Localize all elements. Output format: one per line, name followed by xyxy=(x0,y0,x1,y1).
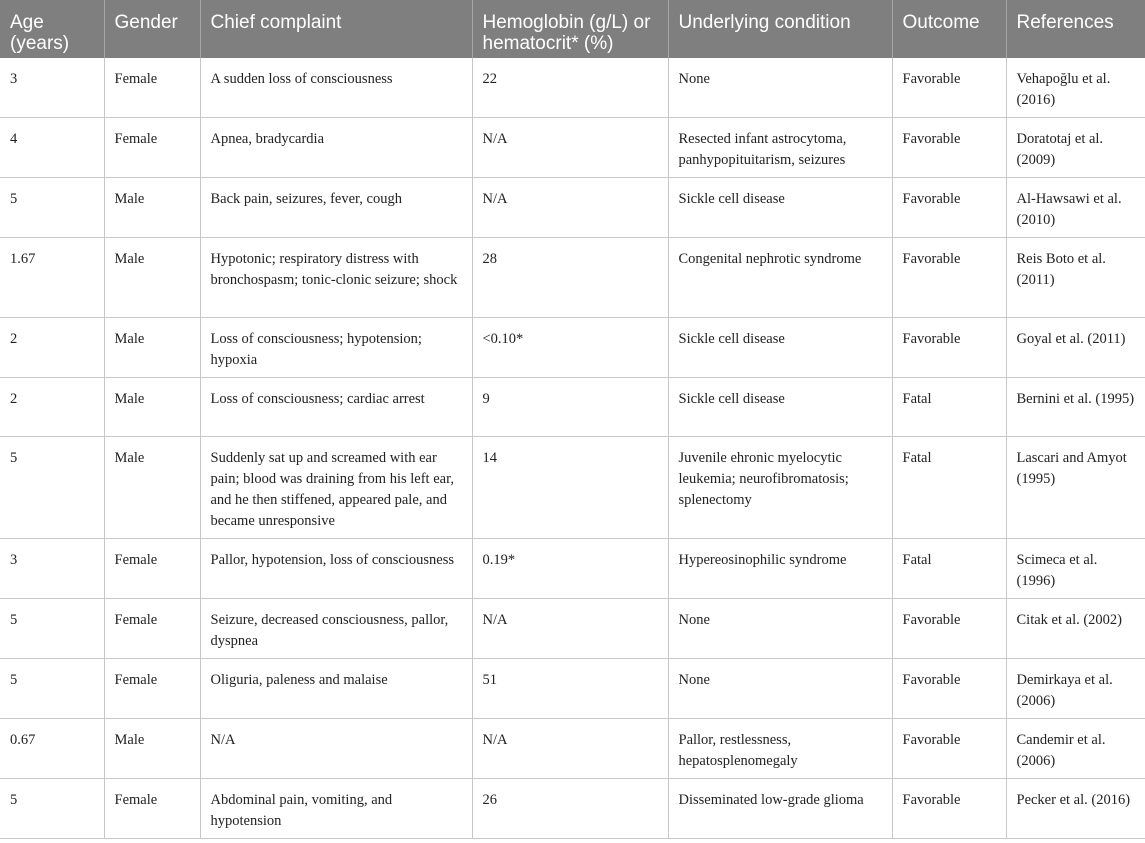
cell-hemoglobin: N/A xyxy=(472,719,668,779)
table-row xyxy=(0,437,1145,539)
cell-outcome: Favorable xyxy=(892,599,1006,659)
cell-age: 5 xyxy=(0,178,104,238)
cell-chief-complaint: Loss of consciousness; cardiac arrest xyxy=(200,378,472,437)
cell-hemoglobin: 9 xyxy=(472,378,668,437)
cell-gender: Male xyxy=(104,719,200,779)
cell-hemoglobin: N/A xyxy=(472,178,668,238)
cell-underlying-condition: Sickle cell disease xyxy=(668,378,892,437)
cell-chief-complaint: Abdominal pain, vomiting, and hypotension xyxy=(200,779,472,839)
table-row xyxy=(0,719,1145,779)
cell-underlying-condition: Sickle cell disease xyxy=(668,318,892,378)
cell-outcome: Favorable xyxy=(892,178,1006,238)
cell-age: 1.67 xyxy=(0,238,104,318)
cell-chief-complaint: Apnea, bradycardia xyxy=(200,118,472,178)
cell-gender: Male xyxy=(104,318,200,378)
cell-chief-complaint: N/A xyxy=(200,719,472,779)
table-row xyxy=(0,178,1145,238)
cell-chief-complaint: Oliguria, paleness and malaise xyxy=(200,659,472,719)
cell-outcome: Favorable xyxy=(892,58,1006,118)
cell-hemoglobin: 22 xyxy=(472,58,668,118)
cell-chief-complaint: Suddenly sat up and screamed with ear pain; blood was draining from his left ear, and he then stiffened, appeared pale, and became unresponsive xyxy=(200,437,472,539)
cell-age: 5 xyxy=(0,599,104,659)
cell-gender: Female xyxy=(104,779,200,839)
cell-gender: Male xyxy=(104,178,200,238)
header-outcome: Outcome xyxy=(892,0,1006,58)
table-row xyxy=(0,378,1145,437)
cell-reference: Vehapoğlu et al. (2016) xyxy=(1006,58,1145,118)
cell-hemoglobin: N/A xyxy=(472,599,668,659)
cell-chief-complaint: Seizure, decreased consciousness, pallor, dyspnea xyxy=(200,599,472,659)
table-row xyxy=(0,238,1145,318)
cell-age: 4 xyxy=(0,118,104,178)
header-gender: Gender xyxy=(104,0,200,58)
header-hemoglobin: Hemoglobin (g/L) or hematocrit* (%) xyxy=(472,0,668,58)
cell-age: 0.67 xyxy=(0,719,104,779)
table-row xyxy=(0,318,1145,378)
cell-reference: Doratotaj et al. (2009) xyxy=(1006,118,1145,178)
cell-underlying-condition: None xyxy=(668,58,892,118)
cell-reference: Citak et al. (2002) xyxy=(1006,599,1145,659)
cell-outcome: Fatal xyxy=(892,378,1006,437)
cell-hemoglobin: <0.10* xyxy=(472,318,668,378)
table-row xyxy=(0,539,1145,599)
cell-reference: Scimeca et al. (1996) xyxy=(1006,539,1145,599)
cell-hemoglobin: 26 xyxy=(472,779,668,839)
cell-outcome: Favorable xyxy=(892,779,1006,839)
cell-reference: Al-Hawsawi et al. (2010) xyxy=(1006,178,1145,238)
header-underlying-condition: Underlying condition xyxy=(668,0,892,58)
cell-gender: Male xyxy=(104,378,200,437)
cell-hemoglobin: 14 xyxy=(472,437,668,539)
cell-outcome: Favorable xyxy=(892,318,1006,378)
cell-age: 2 xyxy=(0,318,104,378)
cell-age: 5 xyxy=(0,779,104,839)
cell-chief-complaint: Pallor, hypotension, loss of consciousness xyxy=(200,539,472,599)
cell-reference: Demirkaya et al. (2006) xyxy=(1006,659,1145,719)
cell-reference: Bernini et al. (1995) xyxy=(1006,378,1145,437)
cell-hemoglobin: N/A xyxy=(472,118,668,178)
cell-underlying-condition: Disseminated low-grade glioma xyxy=(668,779,892,839)
cell-hemoglobin: 28 xyxy=(472,238,668,318)
cell-reference: Candemir et al. (2006) xyxy=(1006,719,1145,779)
cell-hemoglobin: 0.19* xyxy=(472,539,668,599)
cell-gender: Male xyxy=(104,238,200,318)
cell-underlying-condition: Sickle cell disease xyxy=(668,178,892,238)
table-row xyxy=(0,659,1145,719)
cell-chief-complaint: Hypotonic; respiratory distress with bronchospasm; tonic-clonic seizure; shock xyxy=(200,238,472,318)
cell-reference: Lascari and Amyot (1995) xyxy=(1006,437,1145,539)
header-row xyxy=(0,0,1145,58)
cell-chief-complaint: Loss of consciousness; hypotension; hypoxia xyxy=(200,318,472,378)
cell-hemoglobin: 51 xyxy=(472,659,668,719)
cell-gender: Female xyxy=(104,118,200,178)
cell-gender: Female xyxy=(104,659,200,719)
cell-underlying-condition: Resected infant astrocytoma, panhypopituitarism, seizures xyxy=(668,118,892,178)
cell-outcome: Fatal xyxy=(892,539,1006,599)
table-row xyxy=(0,779,1145,839)
table-row xyxy=(0,58,1145,118)
table-row xyxy=(0,599,1145,659)
cell-reference: Goyal et al. (2011) xyxy=(1006,318,1145,378)
table-body xyxy=(0,58,1145,839)
table-header xyxy=(0,0,1145,58)
header-age: Age (years) xyxy=(0,0,104,58)
header-chief-complaint: Chief complaint xyxy=(200,0,472,58)
cell-underlying-condition: None xyxy=(668,599,892,659)
cell-underlying-condition: Congenital nephrotic syndrome xyxy=(668,238,892,318)
cell-outcome: Favorable xyxy=(892,238,1006,318)
cell-underlying-condition: None xyxy=(668,659,892,719)
cell-outcome: Favorable xyxy=(892,659,1006,719)
cell-outcome: Fatal xyxy=(892,437,1006,539)
cell-age: 5 xyxy=(0,659,104,719)
cell-gender: Female xyxy=(104,539,200,599)
cell-age: 3 xyxy=(0,58,104,118)
header-references: References xyxy=(1006,0,1145,58)
cell-outcome: Favorable xyxy=(892,719,1006,779)
cell-age: 3 xyxy=(0,539,104,599)
cell-chief-complaint: Back pain, seizures, fever, cough xyxy=(200,178,472,238)
cell-reference: Pecker et al. (2016) xyxy=(1006,779,1145,839)
table-row xyxy=(0,118,1145,178)
cell-gender: Female xyxy=(104,599,200,659)
cell-chief-complaint: A sudden loss of consciousness xyxy=(200,58,472,118)
cell-underlying-condition: Pallor, restlessness, hepatosplenomegaly xyxy=(668,719,892,779)
cell-age: 5 xyxy=(0,437,104,539)
cell-outcome: Favorable xyxy=(892,118,1006,178)
cell-underlying-condition: Juvenile ehronic myelocytic leukemia; neurofibromatosis; splenectomy xyxy=(668,437,892,539)
cell-reference: Reis Boto et al. (2011) xyxy=(1006,238,1145,318)
cell-gender: Female xyxy=(104,58,200,118)
cell-underlying-condition: Hypereosinophilic syndrome xyxy=(668,539,892,599)
cell-age: 2 xyxy=(0,378,104,437)
cell-gender: Male xyxy=(104,437,200,539)
